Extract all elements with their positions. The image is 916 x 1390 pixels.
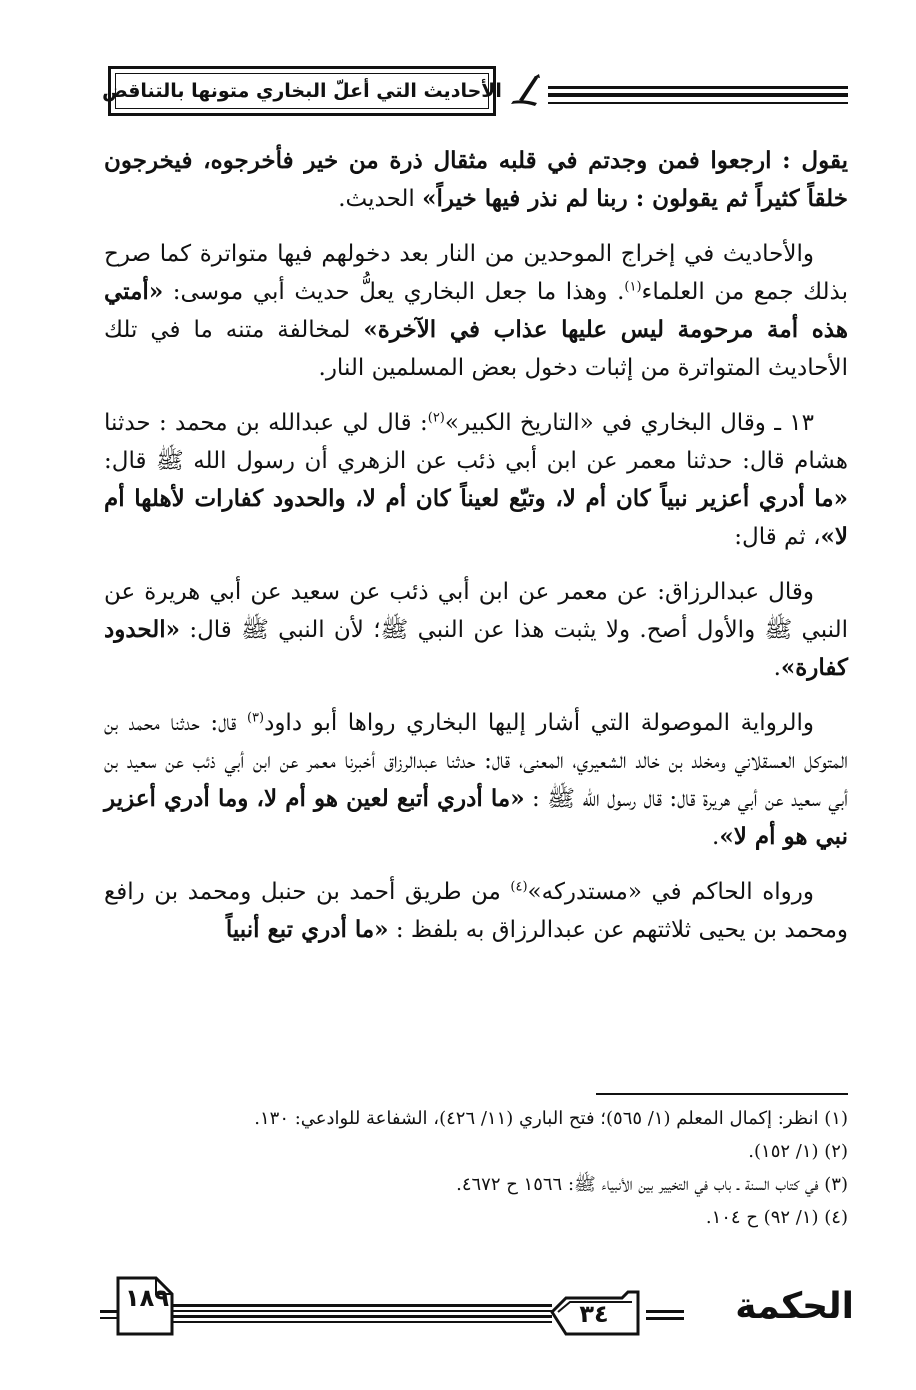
text-segment: . (712, 824, 720, 850)
header-title-box (102, 66, 502, 116)
text-segment: من طريق أحمد بن حنبل ومحمد بن رافع ومحمد بن يحيى ثلاثتهم عن عبدالرزاق به بلفظ : (104, 879, 848, 943)
paragraph (104, 704, 848, 856)
header-title-frame (102, 73, 502, 109)
bold-text-segment: «الحدود كفارة» (104, 616, 848, 681)
bold-text-segment: «ما أدري أعزير نبياً كان أم لا، وتبّع لعيناً كان أم لا، والحدود كفارات لأهلها أم لا» (104, 485, 848, 550)
paragraph (104, 142, 848, 218)
text-segment: والأحاديث في إخراج الموحدين من النار بعد دخولهم فيها متواترة كما صرح بذلك جمع من العلماء (104, 241, 848, 305)
footnote: (١) انظر: إكمال المعلم (١/ ٥٦٥)؛ فتح الباري (١١/ ٤٢٦)، الشفاعة للوادعي: ١٣٠. (254, 1108, 848, 1129)
paragraph (104, 235, 848, 387)
footnote-ref: (٢) (427, 410, 445, 426)
text-segment: ورواه الحاكم في «مستدركه» (527, 879, 814, 905)
text-segment: وقال عبدالرزاق: عن معمر عن ابن أبي ذئب عن سعيد عن أبي هريرة عن النبي ﷺ والأول أصح. ولا يثبت هذا عن النبي ﷺ؛ لأن النبي ﷺ قال: (104, 579, 848, 643)
footnote-separator (596, 1093, 848, 1095)
paragraph (104, 873, 848, 949)
text-segment: ، ثم قال: (734, 524, 821, 550)
footnote: (٤) (١/ ٩٢) ح ١٠٤. (705, 1207, 848, 1228)
text-segment: الحديث. (338, 186, 423, 212)
footnote: (٣) في كتاب السنة ـ باب في التخيير بين الأنبياء ﷺ: ١٥٦٦ ح ٤٦٧٢. (456, 1174, 848, 1195)
footnote-ref: (٤) (510, 879, 528, 895)
footnote-ref: (٣) (246, 710, 265, 726)
paragraph (104, 573, 848, 687)
text-segment: قال: حدثنا محمد بن المتوكل العسقلاني ومخلد بن خالد الشعيري، المعنى، قال: حدثنا عبدالرزاق أخبرنا معمر عن ابن أبي ذئب عن سعيد بن أبي سعيد عن أبي هريرة قال: قال رسول الله ﷺ : (104, 710, 848, 812)
header-rule-lines (548, 82, 848, 112)
issue-number: ٣٤ (579, 1300, 609, 1328)
page-number: ١٨٩ (125, 1284, 169, 1312)
text-segment: . (773, 655, 781, 681)
bold-text-segment: «ما أدري تبع أنبياً (225, 916, 389, 943)
text-segment: لمخالفة متنه ما في تلك الأحاديث المتواترة من إثبات دخول بعض المسلمين النار. (104, 317, 848, 381)
text-segment: . وهذا ما جعل البخاري يعلُّ حديث أبي موسى: (163, 279, 625, 305)
text-segment: ١٣ ـ وقال البخاري في «التاريخ الكبير» (444, 410, 814, 436)
journal-logo-text: الحكمة (735, 1286, 854, 1327)
text-segment: : قال لي عبدالله بن محمد : حدثنا هشام قال: حدثنا معمر عن ابن أبي ذئب عن الزهري أن رسول الله ﷺ قال: (104, 410, 848, 474)
text-segment: والرواية الموصولة التي أشار إليها البخاري رواها أبو داود (264, 710, 814, 736)
body-text (104, 142, 848, 966)
paragraph (104, 404, 848, 556)
footnotes (104, 1104, 848, 1236)
bold-text-segment: «أمتي هذه أمة مرحومة ليس عليها عذاب في الآخرة» (104, 278, 848, 343)
running-header-title: الأحاديث التي أعلّ البخاري متونها بالتناقض (102, 80, 502, 102)
bold-text-segment: «ما أدري أتبع لعين هو أم لا، وما أدري أعزير نبي هو أم لا» (104, 785, 848, 850)
bold-text-segment: يقول : ارجعوا فمن وجدتم في قلبه مثقال ذرة من خير فأخرجوه، فيخرجون خلقاً كثيراً ثم يقولون : ربنا لم نذر فيها خيراً» (104, 147, 848, 212)
footnote-ref: (١) (624, 279, 642, 295)
quill-pen-icon (505, 72, 545, 112)
footnote: (٢) (١/ ١٥٢). (748, 1141, 848, 1162)
